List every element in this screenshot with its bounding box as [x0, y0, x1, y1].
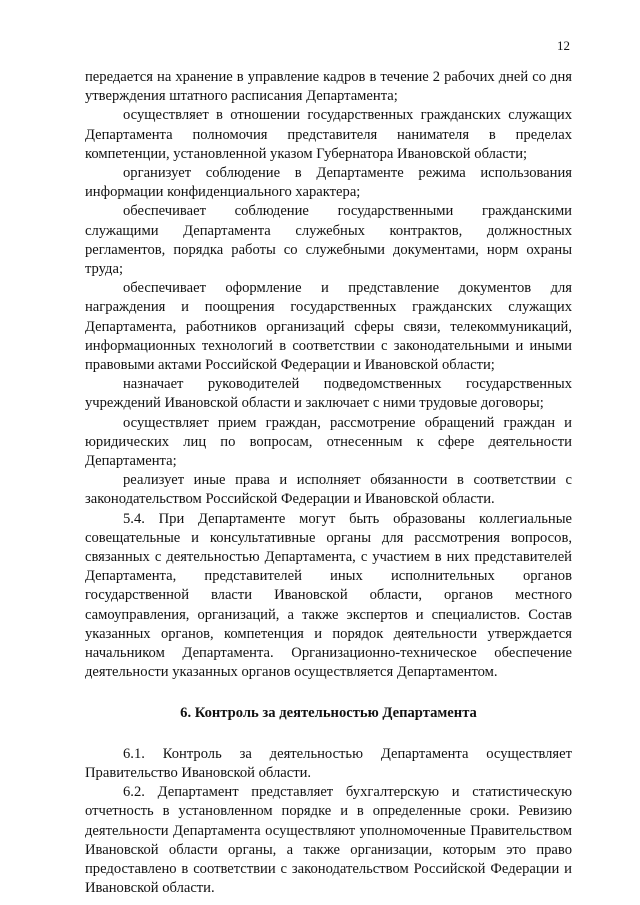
paragraph-group-after: [85, 745, 572, 899]
body-paragraph: осуществляет в отношении государственных гражданских служащих Департамента полномочия представителя нанимателя в пределах компетенции, установленной указом Губернатора Ивановской области;: [85, 107, 572, 162]
paragraph-group-before: [85, 68, 572, 683]
body-paragraph: обеспечивает соблюдение государственными гражданскими служащими Департамента служебных контрактов, должностных регламентов, порядка работы со служебными документами, норм охраны труда;: [85, 203, 572, 278]
body-paragraph: передается на хранение в управление кадров в течение 2 рабочих дней со дня утверждения штатного расписания Департамента;: [85, 69, 572, 105]
document-body: [85, 68, 572, 898]
body-paragraph: обеспечивает оформление и представление документов для награждения и поощрения государственных гражданских служащих Департамента, работников организаций сферы связи, телекоммуникаций, информационных технологий в соответствии с законодательными и иными правовыми актами Российской Федерации и Ивановской области;: [85, 280, 572, 374]
body-paragraph: организует соблюдение в Департаменте режима использования информации конфиденциального характера;: [85, 165, 572, 201]
body-paragraph: 6.2. Департамент представляет бухгалтерскую и статистическую отчетность в установленном порядке и в определенные сроки. Ревизию деятельности Департамента осуществляют уполномоченные Правительством Ивановской области органы, а также организации, которым это право предоставлено в соответствии с законодательством Российской Федерации и Ивановской области.: [85, 784, 572, 897]
page-number: 12: [557, 38, 570, 53]
body-paragraph: 5.4. При Департаменте могут быть образованы коллегиальные совещательные и консультативные органы для рассмотрения вопросов, связанных с деятельностью Департамента, с участием в них представителей Департамента, представителей иных исполнительных органов государственной власти Ивановской области, органов местного самоуправления, организаций, а также экспертов и специалистов. Состав указанных органов, компетенция и порядок деятельности утверждается начальником Департамента. Организационно-техническое обеспечение деятельности указанных органов осуществляется Департаментом.: [85, 510, 572, 681]
body-paragraph: назначает руководителей подведомственных государственных учреждений Ивановской области и заключает с ними трудовые договоры;: [85, 376, 572, 412]
body-paragraph: осуществляет прием граждан, рассмотрение обращений граждан и юридических лиц по вопросам, отнесенным к сфере деятельности Департамента;: [85, 414, 572, 470]
body-paragraph: реализует иные права и исполняет обязанности в соответствии с законодательством Российской Федерации и Ивановской области.: [85, 472, 572, 508]
section-heading: 6. Контроль за деятельностью Департамента: [180, 704, 477, 721]
body-paragraph: 6.1. Контроль за деятельностью Департамента осуществляет Правительство Ивановской области.: [85, 745, 572, 781]
